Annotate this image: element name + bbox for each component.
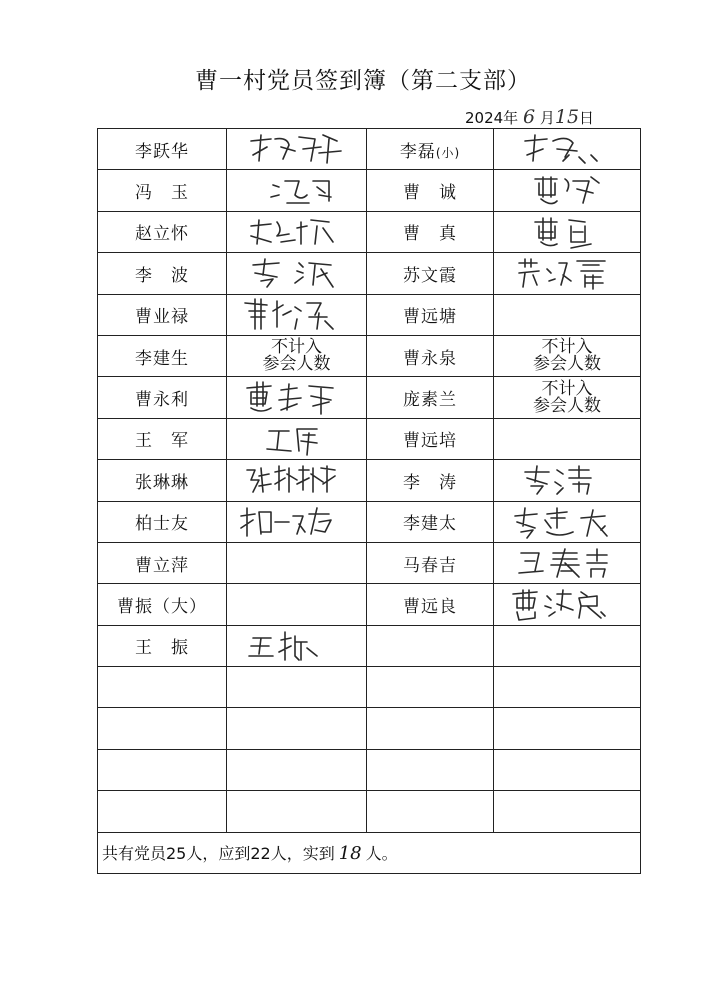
signature-cell [227, 460, 367, 501]
member-name: 曹永泉 [367, 335, 494, 376]
table-cell [494, 749, 641, 790]
member-name: 李 涛 [367, 460, 494, 501]
handwritten-signature [507, 255, 627, 291]
member-name: 曹立萍 [98, 542, 227, 583]
signature-cell [227, 211, 367, 252]
signature-cell [494, 625, 641, 666]
signature-cell [227, 542, 367, 583]
handwritten-signature [237, 421, 357, 457]
table-row [98, 253, 641, 294]
member-name: 赵立怀 [98, 211, 227, 252]
exclusion-note: 不计入 参会人数 [494, 335, 641, 376]
table-cell [98, 791, 227, 832]
sign-date [465, 106, 594, 128]
table-row [98, 211, 641, 252]
signature-cell [494, 584, 641, 625]
member-name: 李跃华 [98, 129, 227, 170]
table-row [98, 708, 641, 749]
sign-in-table [97, 128, 641, 874]
signature-cell [494, 253, 641, 294]
date-month-unit: 月 [539, 109, 555, 127]
table-row [98, 542, 641, 583]
handwritten-signature [237, 214, 357, 250]
handwritten-signature [237, 628, 357, 664]
exclusion-note: 不计入 参会人数 [494, 377, 641, 418]
handwritten-signature [507, 131, 627, 167]
table-cell [98, 667, 227, 708]
signature-cell [494, 294, 641, 335]
member-name: 曹远塘 [367, 294, 494, 335]
handwritten-signature [507, 545, 627, 581]
signature-cell [494, 170, 641, 211]
table-row [98, 377, 641, 418]
signature-cell [494, 129, 641, 170]
signature-cell [227, 129, 367, 170]
signature-cell [367, 625, 494, 666]
table-row [98, 667, 641, 708]
table-cell [98, 708, 227, 749]
table-cell [367, 708, 494, 749]
member-name: 冯 玉 [98, 170, 227, 211]
signature-cell [494, 460, 641, 501]
signature-cell [227, 377, 367, 418]
handwritten-signature [507, 462, 627, 498]
table-row [98, 749, 641, 790]
date-day-unit: 日 [579, 109, 595, 127]
member-name: 张琳琳 [98, 460, 227, 501]
member-name: 王 振 [98, 625, 227, 666]
signature-cell [494, 542, 641, 583]
table-cell [494, 667, 641, 708]
signature-cell [494, 501, 641, 542]
member-name: 曹 真 [367, 211, 494, 252]
signature-cell [227, 170, 367, 211]
attendance-summary: 共有党员25人，应到22人，实到 18 人。 [98, 832, 641, 873]
member-name: 李磊(小) [367, 129, 494, 170]
table-cell [367, 749, 494, 790]
table-row [98, 294, 641, 335]
table-cell [227, 708, 367, 749]
date-day: 15 [554, 106, 580, 128]
handwritten-signature [507, 504, 627, 540]
signature-cell [494, 418, 641, 459]
summary-row [98, 832, 641, 873]
signature-cell [227, 501, 367, 542]
table-row [98, 791, 641, 832]
table-cell [227, 667, 367, 708]
member-name: 曹远良 [367, 584, 494, 625]
handwritten-signature [237, 380, 357, 416]
signature-cell [494, 211, 641, 252]
member-name: 王 军 [98, 418, 227, 459]
signature-cell [227, 625, 367, 666]
table-cell [494, 708, 641, 749]
handwritten-signature [237, 255, 357, 291]
table-cell [227, 791, 367, 832]
handwritten-signature [507, 173, 627, 209]
exclusion-note: 不计入 参会人数 [227, 335, 367, 376]
signature-cell [227, 253, 367, 294]
handwritten-signature [507, 586, 627, 622]
member-name: 李建太 [367, 501, 494, 542]
table-row [98, 625, 641, 666]
table-row [98, 501, 641, 542]
table-row [98, 584, 641, 625]
handwritten-signature [237, 131, 357, 167]
member-name: 庞素兰 [367, 377, 494, 418]
member-name: 曹远培 [367, 418, 494, 459]
member-name: 李建生 [98, 335, 227, 376]
signature-cell [227, 418, 367, 459]
member-name: 曹永利 [98, 377, 227, 418]
handwritten-signature [237, 173, 357, 209]
table-row [98, 460, 641, 501]
table-cell [367, 791, 494, 832]
table-row [98, 170, 641, 211]
member-name: 苏文霞 [367, 253, 494, 294]
table-cell [227, 749, 367, 790]
table-cell [367, 667, 494, 708]
signature-cell [227, 294, 367, 335]
table-cell [98, 749, 227, 790]
handwritten-signature [237, 504, 357, 540]
member-name: 曹振（大） [98, 584, 227, 625]
signature-cell [227, 584, 367, 625]
table-row [98, 129, 641, 170]
handwritten-signature [507, 214, 627, 250]
handwritten-signature [237, 462, 357, 498]
member-name: 曹 诚 [367, 170, 494, 211]
date-month: 6 [522, 106, 536, 128]
page-title: 曹一村党员签到簿（第二支部） [195, 68, 531, 94]
table-row [98, 418, 641, 459]
date-year: 2024年 [465, 109, 519, 127]
table-row [98, 335, 641, 376]
handwritten-signature [237, 297, 357, 333]
member-name: 曹业禄 [98, 294, 227, 335]
member-name: 李 波 [98, 253, 227, 294]
attendance-count: 18 [338, 843, 362, 865]
member-name: 柏士友 [98, 501, 227, 542]
member-name: 马春吉 [367, 542, 494, 583]
table-cell [494, 791, 641, 832]
